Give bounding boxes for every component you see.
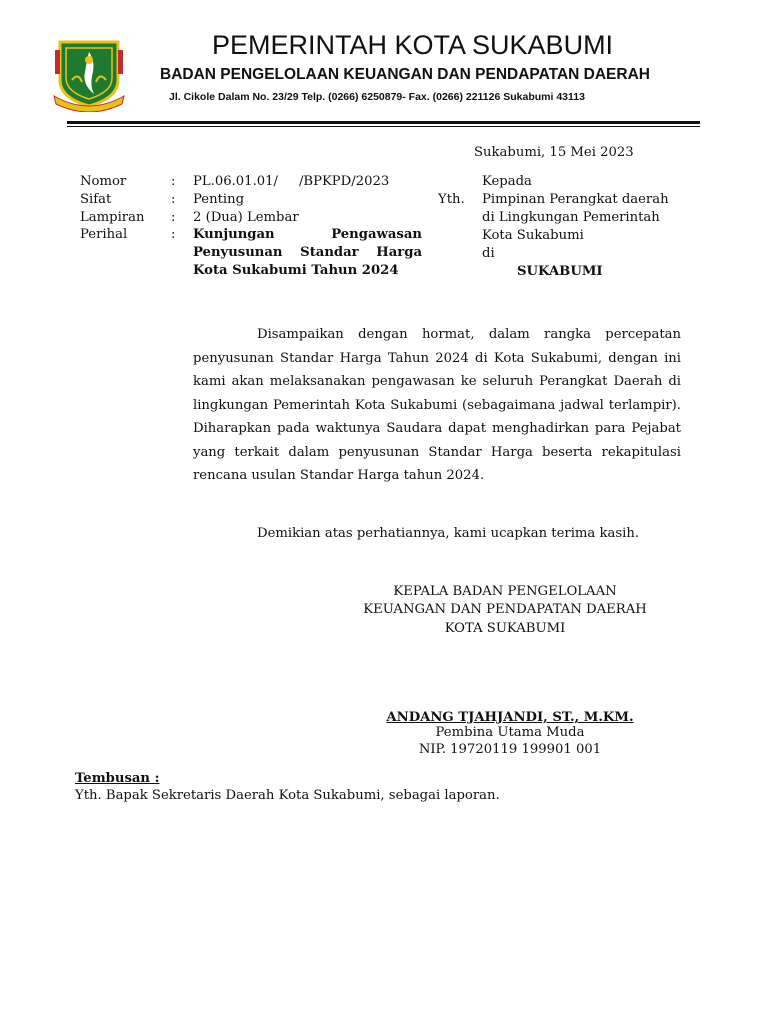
letterhead-divider-thin xyxy=(67,126,700,127)
addressee-line: di xyxy=(482,246,495,261)
letterhead-address: Jl. Cikole Dalam No. 23/29 Telp. (0266) 6250879- Fax. (0266) 221126 Sukabumi 43113 xyxy=(169,91,585,103)
meta-value-perihal-line3: Kota Sukabumi Tahun 2024 xyxy=(193,263,399,278)
addressee-city: SUKABUMI xyxy=(517,264,603,279)
addressee-line: Kota Sukabumi xyxy=(482,228,584,243)
meta-colon: : xyxy=(171,174,176,189)
meta-colon: : xyxy=(171,210,176,225)
meta-label-nomor: Nomor xyxy=(80,174,127,189)
addressee-kepada: Kepada xyxy=(482,174,532,189)
signature-position-line: KEUANGAN DAN PENDAPATAN DAERAH xyxy=(363,602,647,617)
signatory-name: ANDANG TJAHJANDI, ST., M.KM. xyxy=(386,710,634,725)
signature-position-line: KOTA SUKABUMI xyxy=(444,621,566,636)
addressee-line: di Lingkungan Pemerintah xyxy=(482,210,660,225)
letterhead-title: PEMERINTAH KOTA SUKABUMI xyxy=(212,30,614,60)
meta-value-perihal-line1: Kunjungan Pengawasan xyxy=(193,227,422,242)
city-emblem-logo xyxy=(52,36,126,112)
cc-heading: Tembusan : xyxy=(75,771,160,786)
meta-label-sifat: Sifat xyxy=(80,192,112,207)
meta-value-sifat: Penting xyxy=(193,192,245,207)
letterhead-agency: BADAN PENGELOLAAN KEUANGAN DAN PENDAPATAN DAERAH xyxy=(160,66,650,83)
letterhead-divider-thick xyxy=(67,121,700,124)
signature-position-line: KEPALA BADAN PENGELOLAAN xyxy=(393,584,617,599)
meta-label-lampiran: Lampiran xyxy=(80,210,145,225)
meta-value-perihal-line2: Penyusunan Standar Harga xyxy=(193,245,422,260)
signatory-nip: NIP. 19720119 199901 001 xyxy=(418,742,602,757)
signatory-rank: Pembina Utama Muda xyxy=(435,725,585,740)
addressee-yth: Yth. xyxy=(438,192,465,207)
letter-date: Sukabumi, 15 Mei 2023 xyxy=(474,145,634,160)
meta-colon: : xyxy=(171,192,176,207)
meta-colon: : xyxy=(171,227,176,242)
meta-value-nomor: PL.06.01.01/ /BPKPD/2023 xyxy=(193,174,390,189)
meta-value-lampiran: 2 (Dua) Lembar xyxy=(193,210,299,225)
meta-label-perihal: Perihal xyxy=(80,227,128,242)
cc-line: Yth. Bapak Sekretaris Daerah Kota Sukabumi, sebagai laporan. xyxy=(75,788,500,803)
addressee-line: Pimpinan Perangkat daerah xyxy=(482,192,669,207)
body-paragraph-1: Disampaikan dengan hormat, dalam rangka percepatan penyusunan Standar Harga Tahun 2024 di Kota Sukabumi, dengan ini kami akan melaksanakan pengawasan ke seluruh Perangkat Daerah di lingkungan Pemerintah Kota Sukabumi (sebagaimana jadwal terlampir). Diharapkan pada waktunya Saudara dapat menghadirkan para Pejabat yang terkait dalam penyusunan Standar Harga beserta rekapitulasi rencana usulan Standar Harga tahun 2024. xyxy=(193,327,681,483)
body-paragraph-2: Demikian atas perhatiannya, kami ucapkan terima kasih. xyxy=(257,526,640,541)
